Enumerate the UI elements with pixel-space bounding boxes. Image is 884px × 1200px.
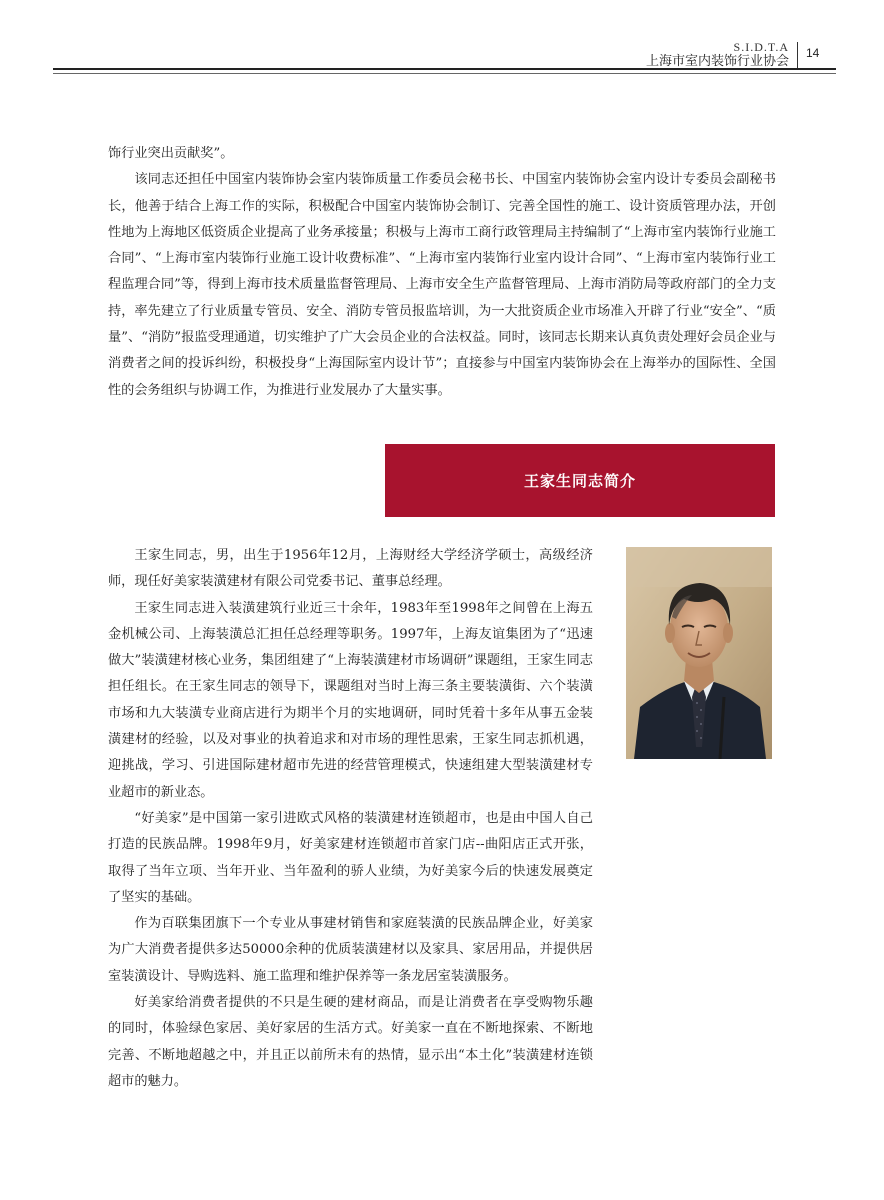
- bio-paragraph: 好美家给消费者提供的不只是生硬的建材商品，而是让消费者在享受购物乐趣的同时，体验绿色家居、美好家居的生活方式。好美家一直在不断地探索、不断地完善、不断地超越之中，并且正以前所未有的热情，显示出“本土化”装潢建材连锁超市的魅力。: [108, 995, 593, 1089]
- bio-paragraph: “好美家”是中国第一家引进欧式风格的装潢建材连锁超市，也是由中国人自己打造的民族品牌。1998年9月，好美家建材连锁超市首家门店--曲阳店正式开张，取得了当年立项、当年开业、当年盈利的骄人业绩，为好美家今后的快速发展奠定了坚实的基础。: [108, 810, 593, 905]
- intro-text: [108, 141, 776, 404]
- bio-text: [108, 543, 593, 1095]
- portrait-illustration: [626, 547, 772, 759]
- page-number: 14: [806, 46, 820, 60]
- bio-paragraph: 王家生同志，男，出生于1956年12月，上海财经大学经济学硕士，高级经济师，现任好美家装潢建材有限公司党委书记、董事总经理。: [108, 548, 593, 590]
- header-org: [646, 40, 789, 68]
- bio-paragraph: 作为百联集团旗下一个专业从事建材销售和家庭装潢的民族品牌企业，好美家为广大消费者提供多达50000余种的优质装潢建材以及家具、家居用品，并提供居室装潢设计、导购选料、施工监理和维护保养等一条龙居室装潢服务。: [108, 916, 593, 984]
- intro-paragraph: 饰行业突出贡献奖”。: [108, 146, 234, 161]
- section-banner: [385, 444, 775, 517]
- bio-paragraph: 王家生同志进入装潢建筑行业近三十余年，1983年至1998年之间曾在上海五金机械公司、上海装潢总汇担任总经理等职务。1997年，上海友谊集团为了“迅速做大”装潢建材核心业务，集团组建了“上海装潢建材市场调研”课题组，王家生同志担任组长。在王家生同志的领导下，课题组对当时上海三条主要装潢街、六个装潢市场和九大装潢专业商店进行为期半个月的实地调研，同时凭着十多年从事五金装潢建材的经验，以及对事业的执着追求和对市场的理性思索，王家生同志抓机遇，迎挑战，学习、引进国际建材超市先进的经营管理模式，快速组建大型装潢建材专业超市的新业态。: [108, 600, 593, 800]
- portrait-photo: [626, 547, 772, 759]
- intro-paragraph: 该同志还担任中国室内装饰协会室内装饰质量工作委员会秘书长、中国室内装饰协会室内设计专委员会副秘书长，他善于结合上海工作的实际，积极配合中国室内装饰协会制订、完善全国性的施工、设计资质管理办法，开创性地为上海地区低资质企业提高了业务承接量；积极与上海市工商行政管理局主持编制了“上海市室内装饰行业施工合同”、“上海市室内装饰行业施工设计收费标准”、“上海市室内装饰行业室内设计合同”、“上海市室内装饰行业工程监理合同”等，得到上海市技术质量监督管理局、上海市安全生产监督管理局、上海市消防局等政府部门的全力支持，率先建立了行业质量专管员、安全、消防专管员报监培训，为一大批资质企业市场准入开辟了行业“安全”、“质量”、“消防”报监受理通道，切实维护了广大会员企业的合法权益。同时，该同志长期来认真负责处理好会员企业与消费者之间的投诉纠纷，积极投身“上海国际室内设计节”；直接参与中国室内装饰协会在上海举办的国际性、全国性的会务组织与协调工作，为推进行业发展办了大量实事。: [108, 172, 776, 398]
- header-org-abbr: S.I.D.T.A: [733, 40, 789, 54]
- header-separator: [797, 42, 798, 68]
- section-title: 王家生同志简介: [523, 472, 636, 490]
- header-org-name: 上海市室内装饰行业协会: [645, 53, 789, 68]
- header-rule: [53, 68, 836, 70]
- header-rule-secondary: [53, 73, 836, 74]
